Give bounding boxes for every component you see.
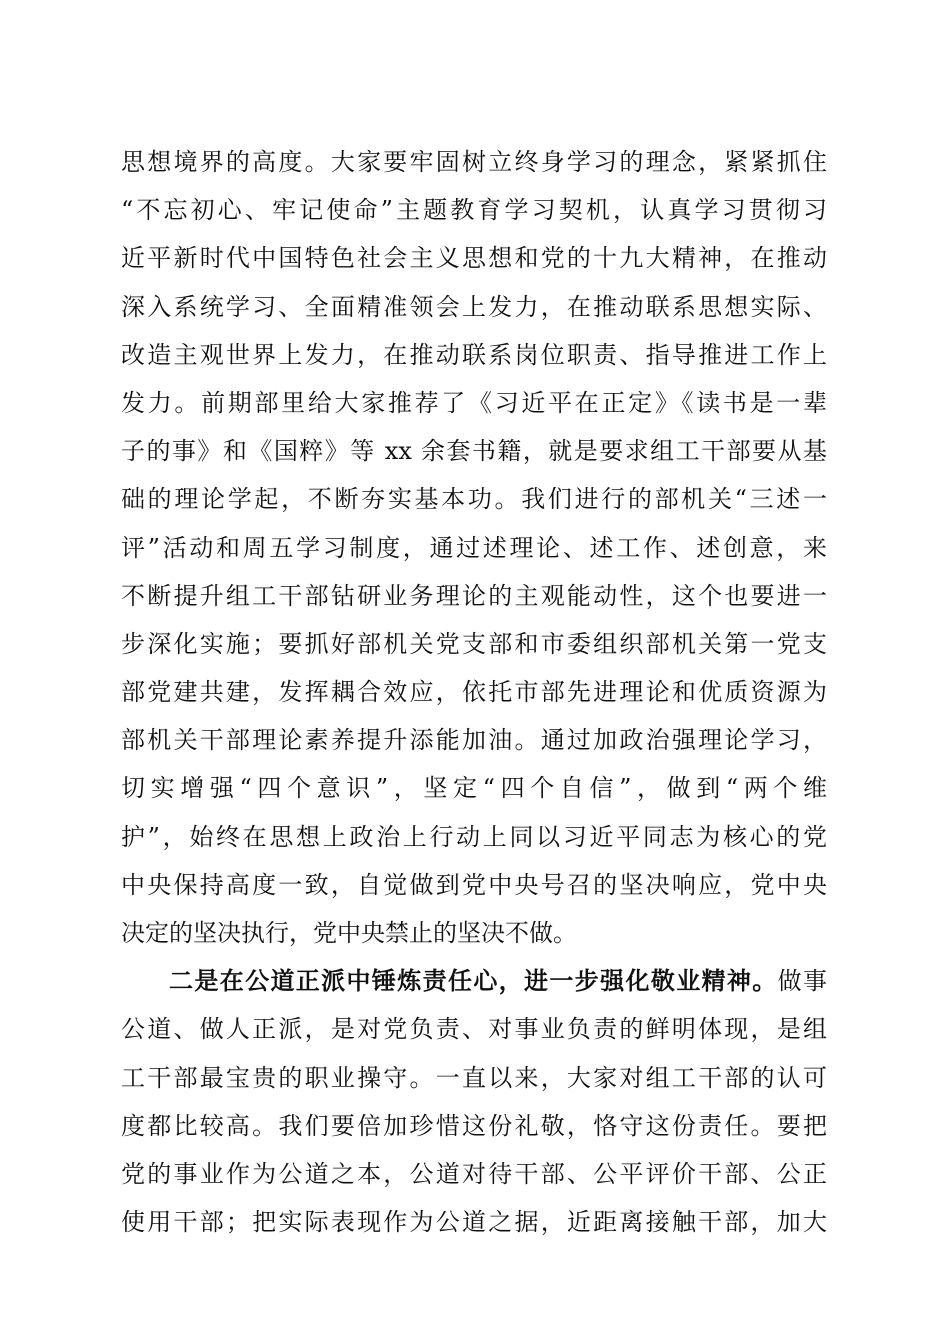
text-line: 公道、做人正派，是对党负责、对事业负责的鲜明体现，是组 — [121, 1015, 827, 1044]
paragraph-1 — [121, 138, 827, 957]
text-line: 思想境界的高度。大家要牢固树立终身学习的理念，紧紧抓住 — [121, 148, 827, 176]
text-line: 步深化实施；要抓好部机关党支部和市委组织部机关第一党支 — [121, 629, 827, 658]
paragraph-first-line — [121, 957, 827, 1005]
text-line: 使用干部；把实际表现作为公道之据，近距离接触干部，加大 — [121, 1208, 827, 1237]
text-line: 部机关干部理论素养提升添能加油。通过加政治强理论学习， — [121, 726, 827, 755]
text-line: 党的事业作为公道之本，公道对待干部、公平评价干部、公正 — [121, 1159, 827, 1188]
text-run: 做事 — [777, 967, 828, 996]
paragraph-2 — [121, 957, 827, 1246]
text-line: 决定的坚决执行，党中央禁止的坚决不做。 — [121, 919, 577, 947]
section-heading: 二是在公道正派中锤炼责任心，进一步强化敬业精神。 — [169, 966, 778, 996]
text-line: 部党建共建，发挥耦合效应，依托市部先进理论和优质资源为 — [121, 678, 827, 707]
text-line: 深入系统学习、全面精准领会上发力，在推动联系思想实际、 — [121, 292, 827, 321]
body-text — [121, 138, 827, 1246]
text-line: 评”活动和周五学习制度，通过述理论、述工作、述创意，来 — [121, 533, 827, 562]
text-line: 子的事》和《国粹》等 xx 余套书籍，就是要求组工干部要从基 — [121, 437, 827, 466]
text-line: “不忘初心、牢记使命”主题教育学习契机，认真学习贯彻习 — [121, 196, 827, 225]
text-line: 改造主观世界上发力，在推动联系岗位职责、指导推进工作上 — [121, 340, 827, 369]
text-line: 中央保持高度一致，自觉做到党中央号召的坚决响应，党中央 — [121, 870, 827, 899]
text-line: 近平新时代中国特色社会主义思想和党的十九大精神，在推动 — [121, 244, 827, 273]
text-line: 度都比较高。我们要倍加珍惜这份礼敬，恪守这份责任。要把 — [121, 1111, 827, 1140]
text-line: 切实增强“四个意识”，坚定“四个自信”，做到“两个维 — [121, 774, 827, 803]
text-line: 础的理论学起，不断夯实基本功。我们进行的部机关“三述一 — [121, 485, 827, 514]
text-line: 护”，始终在思想上政治上行动上同以习近平同志为核心的党 — [121, 822, 827, 851]
text-line: 不断提升组工干部钻研业务理论的主观能动性，这个也要进一 — [121, 581, 827, 610]
text-line: 发力。前期部里给大家推荐了《习近平在正定》《读书是一辈 — [121, 388, 827, 417]
text-line: 工干部最宝贵的职业操守。一直以来，大家对组工干部的认可 — [121, 1063, 827, 1092]
